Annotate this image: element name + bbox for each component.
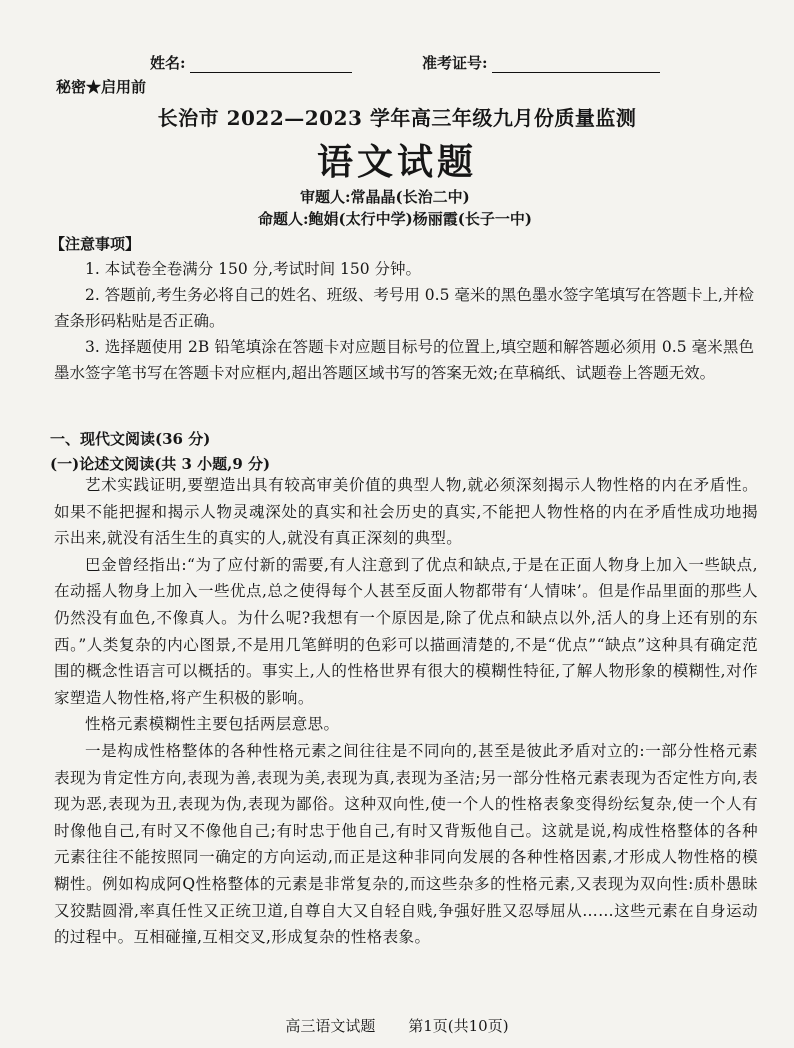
name-label: 姓名: xyxy=(150,54,186,72)
notice-item: 3. 选择题使用 2B 铅笔填涂在答题卡对应题目标号的位置上,填空题和解答题必须用 0.5 毫米黑色墨水签字笔书写在答题卡对应框内,超出答题区域书写的答案无效;在草稿纸、试题卷上答题无效。 xyxy=(54,338,754,382)
footer-subject: 高三语文试题 xyxy=(285,1017,376,1035)
secret-mark: 秘密★启用前 xyxy=(56,78,147,96)
passage-paragraph: 艺术实践证明,要塑造出具有较高审美价值的典型人物,就必须深刻揭示人物性格的内在矛盾性。如果不能把握和揭示人物灵魂深处的真实和社会历史的真实,不能把人物性格的内在矛盾性成功地揭示出来,就没有活生生的真实的人,就没有真正深刻的典型。 xyxy=(54,476,758,548)
exam-title: 长治市 2022—2023 学年高三年级九月份质量监测 xyxy=(157,106,637,130)
notice-heading: 【注意事项】 xyxy=(50,235,141,253)
name-blank-line xyxy=(190,54,352,73)
page-footer xyxy=(0,1015,794,1036)
notice-item: 1. 本试卷全卷满分 150 分,考试时间 150 分钟。 xyxy=(85,260,422,278)
reviewer-line: 审题人:常晶晶(长治二中) xyxy=(300,188,470,206)
passage-paragraph: 一是构成性格整体的各种性格元素之间往往是不同向的,甚至是彼此矛盾对立的:一部分性格元素表现为肯定性方向,表现为善,表现为美,表现为真,表现为圣洁;另一部分性格元素表现为否定性方向,表现为恶,表现为丑,表现为伪,表现为鄙俗。这种双向性,使一个人的性格表象变得纷纭复杂,使一个人有时像他自己,有时又不像他自己;有时忠于他自己,有时又背叛他自己。这就是说,构成性格整体的各种元素往往不能按照同一确定的方向运动,而正是这种非同向发展的各种性格因素,才形成人物性格的模糊性。例如构成阿Q性格整体的元素是非常复杂的,而这些杂多的性格元素,又表现为双向性:质朴愚昧又狡黠圆滑,率真任性又正统卫道,自尊自大又自轻自贱,争强好胜又忍辱屈从……这些元素在自身运动的过程中。互相碰撞,互相交叉,形成复杂的性格表象。 xyxy=(54,741,758,947)
authors-line: 命题人:鲍娟(太行中学)杨丽霞(长子一中) xyxy=(258,210,532,228)
section-subtitle: (一)论述文阅读(共 3 小题,9 分) xyxy=(50,455,271,473)
subject-title: 语文试题 xyxy=(316,141,477,183)
exam-id-blank-line xyxy=(492,54,660,73)
reading-passage xyxy=(54,472,758,951)
passage-paragraph: 性格元素模糊性主要包括两层意思。 xyxy=(85,715,340,734)
exam-id-field xyxy=(422,52,660,73)
footer-page-number: 第1页(共10页) xyxy=(408,1017,509,1035)
passage-paragraph: 巴金曾经指出:“为了应付新的需要,有人注意到了优点和缺点,于是在正面人物身上加入一些缺点,在动摇人物身上加入一些优点,总之使得每个人甚至反面人物都带有‘人情味’。但是作品里面的那些人仍然没有血色,不像真人。为什么呢?我想有一个原因是,除了优点和缺点以外,活人的身上还有别的东西。”人类复杂的内心图景,不是用几笔鲜明的色彩可以描画清楚的,不是“优点”“缺点”这种具有确定范围的概念性语言可以概括的。事实上,人的性格世界有很大的模糊性特征,了解人物形象的模糊性,对作家塑造人物性格,将产生积极的影响。 xyxy=(54,555,758,707)
candidate-info xyxy=(150,52,710,76)
exam-id-label: 准考证号: xyxy=(422,54,488,72)
section-title: 一、现代文阅读(36 分) xyxy=(50,430,211,448)
name-field xyxy=(150,52,352,73)
notice-item: 2. 答题前,考生务必将自己的姓名、班级、考号用 0.5 毫米的黑色墨水签字笔填写在答题卡上,并检查条形码粘贴是否正确。 xyxy=(54,286,754,330)
notice-list xyxy=(54,256,754,386)
